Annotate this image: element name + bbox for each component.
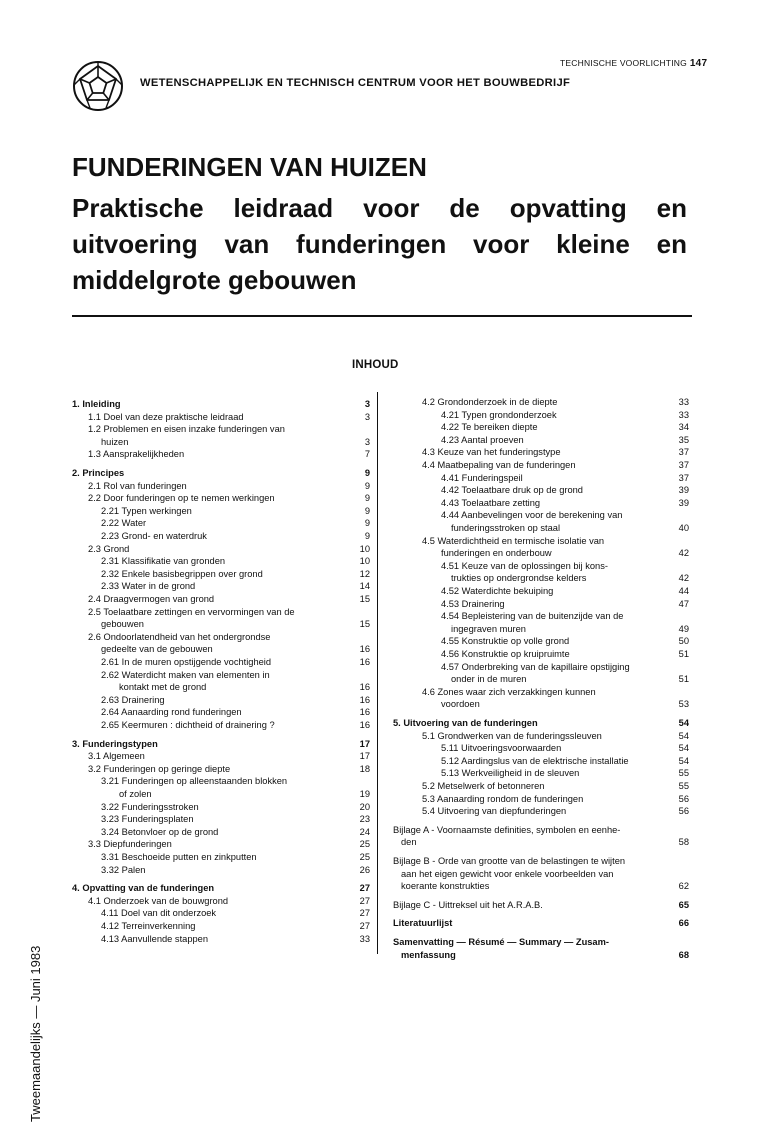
- toc-entry-label: 4.4 Maatbepaling van de funderingen: [422, 460, 576, 470]
- toc-entry-page: 3: [364, 411, 370, 422]
- title-divider: [72, 315, 692, 317]
- toc-entry-label: aan het eigen gewicht voor enkele voorbeelden van: [401, 868, 614, 879]
- toc-entry-page: 40: [678, 523, 689, 533]
- toc-entry-label: 1. Inleiding: [72, 399, 121, 409]
- toc-entry-label: 2.23 Grond- en waterdruk: [101, 531, 207, 541]
- toc-entry-page: 3: [364, 399, 370, 409]
- toc-entry-page: 39: [678, 485, 689, 496]
- toc-entry-label: 4.55 Konstruktie op volle grond: [441, 636, 570, 647]
- toc-entry-page: 35: [678, 434, 689, 445]
- toc-entry-page: 33: [678, 397, 689, 407]
- toc-entry-page: 16: [359, 682, 370, 693]
- toc-entry-label: 2.63 Drainering: [101, 694, 165, 705]
- toc-entry-page: 34: [678, 422, 689, 433]
- toc-entry-label: 2.3 Grond: [88, 543, 130, 554]
- toc-entry-label: Literatuurlijst: [393, 918, 453, 929]
- toc-entry-label: 2.22 Water: [101, 518, 147, 529]
- toc-entry-label: gebouwen: [101, 619, 144, 630]
- toc-entry-label: 4.3 Keuze van het funderingstype: [422, 447, 561, 458]
- toc-entry-label: 3.22 Funderingsstroken: [101, 801, 199, 812]
- toc-entry-page: 19: [359, 789, 370, 799]
- toc-entry-page: 55: [678, 768, 689, 779]
- toc-entry-label: 3.31 Beschoeide putten en zinkputten: [101, 852, 257, 862]
- toc-entry-page: 42: [678, 548, 689, 559]
- toc-entry-page: 62: [678, 881, 689, 892]
- toc-entry-label: trukties op ondergrondse kelders: [451, 573, 587, 584]
- toc-entry-label: funderingen en onderbouw: [441, 548, 552, 559]
- toc-entry-page: 65: [678, 899, 689, 910]
- dodecahedron-logo-icon: [72, 60, 124, 112]
- toc-entry-page: 42: [678, 573, 689, 584]
- column-divider: [377, 392, 378, 954]
- toc-entry-page: 9: [364, 468, 370, 478]
- toc-entry-label: 5. Uitvoering van de funderingen: [393, 718, 538, 728]
- toc-entry-page: 54: [678, 755, 689, 766]
- toc-entry-label: 2.1 Rol van funderingen: [88, 480, 187, 491]
- toc-entry-label: 2.64 Aanaarding rond funderingen: [101, 707, 242, 718]
- toc-entry-page: 66: [678, 918, 689, 929]
- toc-entry-page: 25: [359, 839, 370, 850]
- toc-entry-page: 9: [364, 480, 370, 491]
- toc-entry-label: 3. Funderingstypen: [72, 738, 158, 749]
- toc-entry-label: 4.6 Zones waar zich verzakkingen kunnen: [422, 686, 596, 697]
- toc-entry-label: 5.11 Uitvoeringsvoorwaarden: [441, 743, 562, 754]
- toc-entry-label: 4.53 Drainering: [441, 598, 505, 609]
- toc-entry-page: 37: [678, 460, 689, 470]
- series-number: 147: [689, 58, 708, 69]
- toc-entry-label: huizen: [101, 436, 129, 447]
- toc-entry-label: ingegraven muren: [451, 623, 526, 634]
- toc-entry-page: 10: [359, 543, 370, 554]
- toc-entry-label: 2.31 Klassifikatie van gronden: [101, 556, 226, 567]
- toc-entry-label: 3.23 Funderingsplaten: [101, 814, 194, 825]
- toc-entry-page: 16: [359, 707, 370, 718]
- toc-entry-page: 18: [359, 763, 370, 774]
- toc-entry-label: 2.61 In de muren opstijgende vochtigheid: [101, 657, 272, 667]
- toc-entry-label: kontakt met de grond: [119, 682, 207, 693]
- toc-entry-page: 27: [359, 895, 370, 906]
- organization-name: WETENSCHAPPELIJK EN TECHNISCH CENTRUM VOOR HET BOUWBEDRIJF: [140, 77, 571, 89]
- toc-entry-label: 5.3 Aanaarding rondom de funderingen: [422, 793, 584, 804]
- toc-entry-label: 4.51 Keuze van de oplossingen bij kons-: [441, 560, 608, 571]
- toc-entry-label: gedeelte van de gebouwen: [101, 644, 213, 655]
- toc-entry-page: 54: [678, 743, 689, 754]
- toc-entry-page: 58: [678, 837, 689, 848]
- toc-entry-page: 3: [364, 436, 370, 447]
- toc-entry-label: 2.2 Door funderingen op te nemen werkingen: [88, 493, 275, 504]
- toc-entry-label: funderingsstroken op staal: [451, 523, 561, 533]
- toc-entry-label: 5.12 Aardingslus van de elektrische installatie: [441, 755, 629, 766]
- toc-entry-page: 17: [359, 751, 370, 762]
- toc-entry-page: 9: [364, 493, 370, 504]
- toc-entry-label: 1.2 Problemen en eisen inzake funderingen van: [88, 424, 285, 435]
- toc-entry-label: 2.4 Draagvermogen van grond: [88, 594, 215, 604]
- toc-entry-label: koerante konstrukties: [401, 881, 490, 892]
- toc-entry-page: 16: [359, 694, 370, 705]
- toc-entry-label: 3.21 Funderingen op alleenstaanden blokken: [101, 776, 288, 787]
- toc-entry-page: 25: [359, 852, 370, 862]
- toc-entry-label: 4.23 Aantal proeven: [441, 434, 524, 445]
- toc-entry-page: 51: [678, 674, 689, 685]
- toc-entry-page: 39: [678, 497, 689, 508]
- toc-entry-page: 33: [359, 933, 370, 944]
- toc-entry-label: 5.13 Werkveiligheid in de sleuven: [441, 768, 580, 779]
- toc-entry-label: 3.32 Palen: [101, 864, 146, 875]
- toc-entry-page: 47: [678, 598, 689, 609]
- toc-entry-page: 54: [678, 730, 689, 741]
- toc-entry-page: 7: [364, 449, 370, 460]
- toc-entry-page: 16: [359, 720, 370, 730]
- toc-entry-label: 4.42 Toelaatbare druk op de grond: [441, 485, 583, 496]
- toc-entry-label: 3.1 Algemeen: [88, 751, 145, 762]
- toc-entry-label: 4.12 Terreinverkenning: [101, 921, 196, 931]
- toc-entry-page: 15: [359, 619, 370, 630]
- toc-entry-label: 4.54 Bepleistering van de buitenzijde van de: [441, 611, 624, 622]
- toc-entry-label: 3.2 Funderingen op geringe diepte: [88, 763, 231, 774]
- toc-entry-label: 2.62 Waterdicht maken van elementen in: [101, 669, 270, 680]
- toc-entry-page: 56: [678, 806, 689, 817]
- toc-entry-page: 16: [359, 657, 370, 667]
- toc-entry-label: of zolen: [119, 789, 152, 799]
- toc-entry-page: 37: [678, 447, 689, 458]
- toc-entry-page: 51: [678, 649, 689, 659]
- toc-entry-page: 16: [359, 644, 370, 655]
- toc-entry-page: 49: [678, 623, 689, 634]
- toc-entry-page: 44: [678, 586, 689, 596]
- toc-entry-label: 2.32 Enkele basisbegrippen over grond: [101, 568, 263, 579]
- toc-entry-page: 27: [359, 921, 370, 931]
- toc-entry-page: 17: [359, 738, 370, 749]
- toc-entry-label: 4.11 Doel van dit onderzoek: [101, 908, 217, 919]
- toc-entry-page: 14: [359, 581, 370, 592]
- toc-entry-page: 12: [359, 568, 370, 579]
- toc-entry-page: 24: [359, 826, 370, 837]
- toc-entry-label: den: [401, 837, 417, 848]
- page-subtitle: Praktische leidraad voor de opvatting en uitvoering van funderingen voor kleine en middelgrote gebouwen: [72, 193, 687, 295]
- toc-entry-label: 2.33 Water in de grond: [101, 581, 196, 592]
- toc-heading: INHOUD: [352, 359, 399, 371]
- toc-entry-label: 2.65 Keermuren : dichtheid of drainering ?: [101, 720, 275, 730]
- toc-entry-label: 4.41 Funderingspeil: [441, 472, 523, 483]
- toc-entry-label: 4.57 Onderbreking van de kapillaire opstijging: [441, 661, 630, 672]
- toc-entry-label: 1.3 Aansprakelijkheden: [88, 449, 185, 460]
- toc-entry-page: 27: [359, 908, 370, 919]
- toc-entry-label: 2.21 Typen werkingen: [101, 505, 192, 516]
- toc-entry-label: Bijlage B - Orde van grootte van de belastingen te wijten: [393, 856, 626, 866]
- toc-entry-page: 15: [359, 594, 370, 604]
- toc-entry-label: 4.2 Grondonderzoek in de diepte: [422, 397, 558, 407]
- toc-entry-page: 50: [678, 636, 689, 647]
- toc-entry-label: Bijlage C - Uittreksel uit het A.R.A.B.: [393, 899, 543, 910]
- toc-entry-label: 4.43 Toelaatbare zetting: [441, 497, 541, 508]
- toc-entry-label: 2.6 Ondoorlatendheid van het ondergrondse: [88, 631, 271, 642]
- toc-entry-page: 53: [678, 699, 689, 710]
- toc-entry-label: 4.52 Waterdichte bekuiping: [441, 586, 554, 596]
- spine-text: Tweemaandelijks — Juni 1983: [28, 945, 43, 1122]
- toc-entry-page: 54: [678, 718, 689, 728]
- toc-entry-page: 9: [364, 505, 370, 516]
- toc-entry-label: voordoen: [441, 699, 480, 710]
- toc-entry-page: 20: [359, 801, 370, 812]
- toc-entry-page: 27: [359, 883, 370, 894]
- series-label: [560, 58, 707, 69]
- page-title: FUNDERINGEN VAN HUIZEN: [72, 152, 427, 182]
- toc-entry-label: 4.22 Te bereiken diepte: [441, 422, 538, 433]
- toc-entry-label: 4.13 Aanvullende stappen: [101, 933, 209, 944]
- toc-entry-label: 4.5 Waterdichtheid en termische isolatie van: [422, 535, 605, 546]
- toc-entry-page: 68: [678, 949, 689, 960]
- toc-entry-label: menfassung: [401, 949, 456, 960]
- toc-entry-label: Samenvatting — Résumé — Summary — Zusam-: [393, 937, 609, 947]
- toc-entry-label: onder in de muren: [451, 674, 527, 685]
- toc-entry-label: 2.5 Toelaatbare zettingen en vervormingen van de: [88, 606, 295, 617]
- toc-entry-label: 2. Principes: [72, 468, 125, 478]
- toc-entry-page: 26: [359, 864, 370, 875]
- toc-entry-page: 37: [678, 472, 689, 483]
- series-label-text: TECHNISCHE VOORLICHTING: [560, 58, 687, 68]
- toc-entry-label: Bijlage A - Voornaamste definities, symbolen en eenhe-: [393, 824, 621, 835]
- toc-entry-page: 55: [678, 781, 689, 791]
- toc-entry-label: 4.44 Aanbevelingen voor de berekening van: [441, 510, 623, 521]
- toc-entry-page: 23: [359, 814, 370, 825]
- toc-entry-label: 3.3 Diepfunderingen: [88, 839, 172, 850]
- toc-entry-page: 9: [364, 518, 370, 529]
- toc-entry-page: 10: [359, 556, 370, 567]
- toc-entry-label: 4.56 Konstruktie op kruipruimte: [441, 649, 570, 659]
- toc-entry-page: 33: [678, 409, 689, 420]
- toc-entry-page: 56: [678, 793, 689, 804]
- toc-entry-page: 9: [364, 531, 370, 541]
- toc-entry-label: 3.24 Betonvloer op de grond: [101, 826, 219, 837]
- toc-entry-label: 5.4 Uitvoering van diepfunderingen: [422, 806, 567, 817]
- toc-entry-label: 5.1 Grondwerken van de funderingssleuven: [422, 730, 602, 741]
- toc-entry-label: 4.21 Typen grondonderzoek: [441, 409, 557, 420]
- toc-entry-label: 5.2 Metselwerk of betonneren: [422, 781, 545, 791]
- toc-entry-label: 4.1 Onderzoek van de bouwgrond: [88, 895, 229, 906]
- toc-entry-label: 4. Opvatting van de funderingen: [72, 883, 215, 894]
- toc-entry-label: 1.1 Doel van deze praktische leidraad: [88, 411, 244, 422]
